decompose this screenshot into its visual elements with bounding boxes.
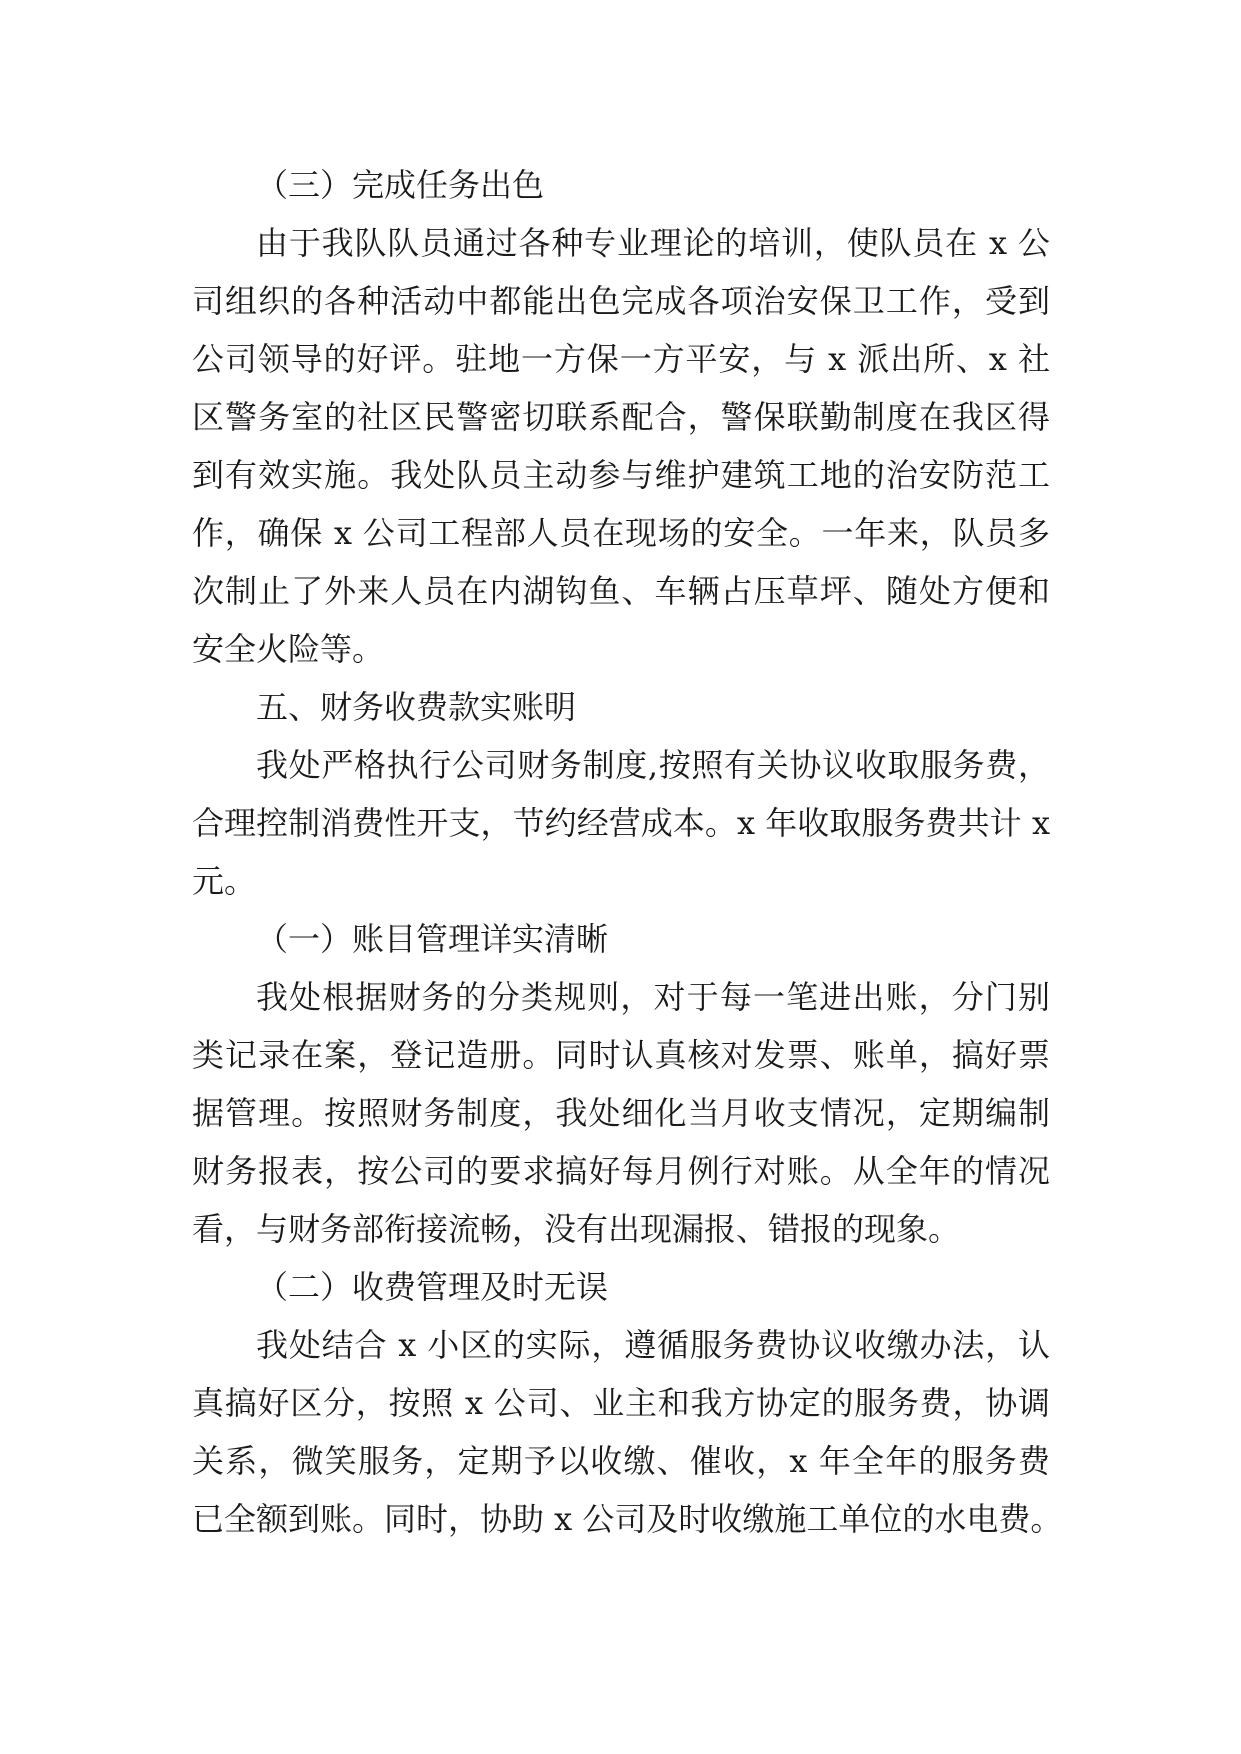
paragraph-line: 财务报表，按公司的要求搞好每月例行对账。从全年的情况 xyxy=(192,1152,1050,1190)
paragraph-line: 次制止了外来人员在内湖钩鱼、车辆占压草坪、随处方便和 xyxy=(192,572,1050,610)
section-heading: （二）收费管理及时无误 xyxy=(256,1268,609,1306)
paragraph-line: 公司领导的好评。驻地一方保一方平安，与 x 派出所、x 社 xyxy=(192,340,1050,378)
paragraph-line: 由于我队队员通过各种专业理论的培训，使队员在 x 公 xyxy=(256,224,1050,262)
paragraph-line: 元。 xyxy=(192,862,257,900)
paragraph-line: 看，与财务部衔接流畅，没有出现漏报、错报的现象。 xyxy=(192,1210,961,1248)
paragraph-line: 我处严格执行公司财务制度,按照有关协议收取服务费， xyxy=(256,746,1050,784)
paragraph-line: 区警务室的社区民警密切联系配合，警保联勤制度在我区得 xyxy=(192,398,1050,436)
paragraph-line: 作，确保 x 公司工程部人员在现场的安全。一年来，队员多 xyxy=(192,514,1050,552)
paragraph-line: 据管理。按照财务制度，我处细化当月收支情况，定期编制 xyxy=(192,1094,1050,1132)
section-heading: （一）账目管理详实清晰 xyxy=(256,920,609,958)
paragraph-line: 类记录在案，登记造册。同时认真核对发票、账单，搞好票 xyxy=(192,1036,1050,1074)
paragraph-line: 我处结合 x 小区的实际，遵循服务费协议收缴办法，认 xyxy=(256,1326,1050,1364)
document-body xyxy=(192,156,1063,1548)
paragraph-line: 我处根据财务的分类规则，对于每一笔进出账，分门别 xyxy=(256,978,1050,1016)
paragraph-line: 安全火险等。 xyxy=(192,630,385,668)
paragraph-line: 关系，微笑服务，定期予以收缴、催收，x 年全年的服务费 xyxy=(192,1442,1050,1480)
paragraph-line: 合理控制消费性开支，节约经营成本。x 年收取服务费共计 x xyxy=(192,804,1050,842)
section-heading: 五、财务收费款实账明 xyxy=(256,688,577,726)
paragraph-line: 到有效实施。我处队员主动参与维护建筑工地的治安防范工 xyxy=(192,456,1050,494)
paragraph-line: 真搞好区分，按照 x 公司、业主和我方协定的服务费，协调 xyxy=(192,1384,1050,1422)
section-heading: （三）完成任务出色 xyxy=(256,166,545,204)
paragraph-line: 已全额到账。同时，协助 x 公司及时收缴施工单位的水电费。 xyxy=(192,1500,1063,1538)
paragraph-line: 司组织的各种活动中都能出色完成各项治安保卫工作，受到 xyxy=(192,282,1050,320)
